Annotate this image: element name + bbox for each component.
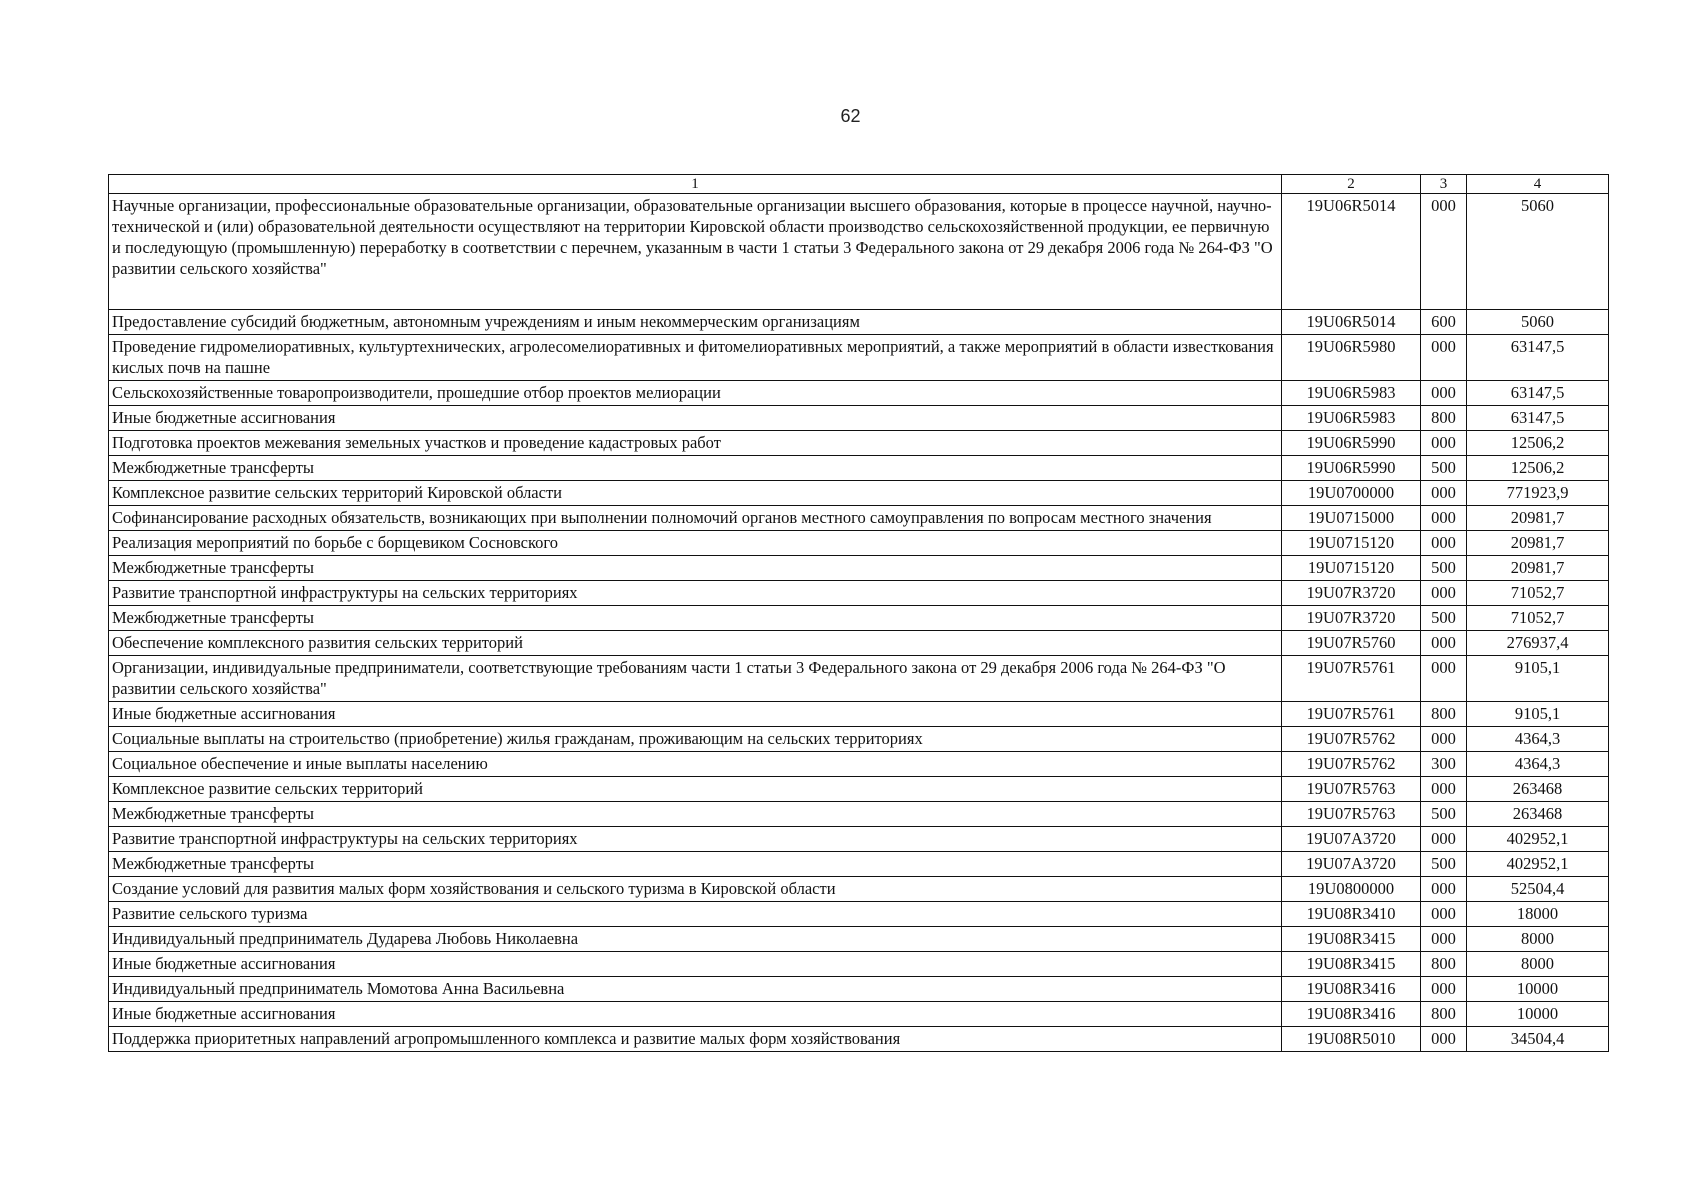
row-amount: 771923,9 — [1467, 481, 1609, 506]
table-row — [109, 977, 1609, 1002]
row-description: Развитие сельского туризма — [109, 902, 1282, 927]
row-amount: 20981,7 — [1467, 556, 1609, 581]
row-expense-type: 800 — [1421, 952, 1467, 977]
table-row — [109, 752, 1609, 777]
row-amount: 20981,7 — [1467, 506, 1609, 531]
row-description: Межбюджетные трансферты — [109, 606, 1282, 631]
row-amount: 10000 — [1467, 977, 1609, 1002]
row-description: Межбюджетные трансферты — [109, 852, 1282, 877]
row-expense-type: 000 — [1421, 381, 1467, 406]
row-target-code: 19U08R3416 — [1282, 1002, 1421, 1027]
row-description: Иные бюджетные ассигнования — [109, 1002, 1282, 1027]
row-amount: 4364,3 — [1467, 752, 1609, 777]
table-row — [109, 952, 1609, 977]
row-amount: 5060 — [1467, 194, 1609, 310]
row-amount: 63147,5 — [1467, 335, 1609, 381]
row-description: Иные бюджетные ассигнования — [109, 952, 1282, 977]
row-amount: 12506,2 — [1467, 456, 1609, 481]
row-expense-type: 000 — [1421, 531, 1467, 556]
row-description: Создание условий для развития малых форм хозяйствования и сельского туризма в Кировской области — [109, 877, 1282, 902]
row-target-code: 19U06R5014 — [1282, 310, 1421, 335]
row-expense-type: 000 — [1421, 506, 1467, 531]
row-target-code: 19U07R5762 — [1282, 727, 1421, 752]
row-amount: 402952,1 — [1467, 827, 1609, 852]
table-row — [109, 506, 1609, 531]
row-expense-type: 000 — [1421, 194, 1467, 310]
row-expense-type: 500 — [1421, 852, 1467, 877]
row-target-code: 19U07R5762 — [1282, 752, 1421, 777]
row-amount: 52504,4 — [1467, 877, 1609, 902]
row-expense-type: 500 — [1421, 606, 1467, 631]
row-description: Реализация мероприятий по борьбе с борщевиком Сосновского — [109, 531, 1282, 556]
row-description: Софинансирование расходных обязательств, возникающих при выполнении полномочий органов местного самоуправления по вопросам местного значения — [109, 506, 1282, 531]
row-description: Научные организации, профессиональные образовательные организации, образовательные организации высшего образования, которые в процессе научной, научно-технической и (или) образовательной деятельности осуществляют на территории Кировской области производство сельскохозяйственной продукции, ее первичную и последующую (промышленную) переработку в соответствии с перечнем, указанным в части 1 статьи 3 Федерального закона от 29 декабря 2006 года № 264-ФЗ "О развитии сельского хозяйства" — [109, 194, 1282, 310]
page-number: 62 — [840, 106, 861, 126]
row-description: Межбюджетные трансферты — [109, 556, 1282, 581]
row-expense-type: 600 — [1421, 310, 1467, 335]
row-description: Предоставление субсидий бюджетным, автономным учреждениям и иным некоммерческим организациям — [109, 310, 1282, 335]
row-description: Сельскохозяйственные товаропроизводители, прошедшие отбор проектов мелиорации — [109, 381, 1282, 406]
row-expense-type: 500 — [1421, 802, 1467, 827]
row-target-code: 19U06R5980 — [1282, 335, 1421, 381]
table-row — [109, 827, 1609, 852]
row-expense-type: 000 — [1421, 656, 1467, 702]
table-row — [109, 556, 1609, 581]
row-expense-type: 000 — [1421, 1027, 1467, 1052]
row-amount: 63147,5 — [1467, 406, 1609, 431]
table-row — [109, 777, 1609, 802]
row-target-code: 19U07R3720 — [1282, 581, 1421, 606]
table-row — [109, 656, 1609, 702]
row-expense-type: 500 — [1421, 556, 1467, 581]
row-expense-type: 300 — [1421, 752, 1467, 777]
row-expense-type: 500 — [1421, 456, 1467, 481]
row-expense-type: 000 — [1421, 481, 1467, 506]
row-target-code: 19U07R5763 — [1282, 777, 1421, 802]
row-target-code: 19U07R5763 — [1282, 802, 1421, 827]
row-expense-type: 000 — [1421, 977, 1467, 1002]
row-description: Социальные выплаты на строительство (приобретение) жилья гражданам, проживающим на сельских территориях — [109, 727, 1282, 752]
row-target-code: 19U0700000 — [1282, 481, 1421, 506]
row-expense-type: 000 — [1421, 727, 1467, 752]
row-description: Межбюджетные трансферты — [109, 456, 1282, 481]
table-row — [109, 406, 1609, 431]
row-description: Комплексное развитие сельских территорий Кировской области — [109, 481, 1282, 506]
row-target-code: 19U07R3720 — [1282, 606, 1421, 631]
row-expense-type: 800 — [1421, 702, 1467, 727]
row-amount: 71052,7 — [1467, 581, 1609, 606]
budget-table — [108, 174, 1609, 1052]
header-col-1: 1 — [109, 175, 1282, 194]
row-target-code: 19U08R5010 — [1282, 1027, 1421, 1052]
row-expense-type: 000 — [1421, 777, 1467, 802]
row-expense-type: 000 — [1421, 877, 1467, 902]
row-expense-type: 800 — [1421, 406, 1467, 431]
table-row — [109, 631, 1609, 656]
row-target-code: 19U0800000 — [1282, 877, 1421, 902]
row-amount: 276937,4 — [1467, 631, 1609, 656]
row-target-code: 19U06R5990 — [1282, 456, 1421, 481]
row-amount: 4364,3 — [1467, 727, 1609, 752]
row-description: Иные бюджетные ассигнования — [109, 702, 1282, 727]
row-description: Развитие транспортной инфраструктуры на сельских территориях — [109, 827, 1282, 852]
row-description: Поддержка приоритетных направлений агропромышленного комплекса и развитие малых форм хозяйствования — [109, 1027, 1282, 1052]
row-amount: 34504,4 — [1467, 1027, 1609, 1052]
row-expense-type: 000 — [1421, 827, 1467, 852]
table-row — [109, 727, 1609, 752]
row-target-code: 19U07R5761 — [1282, 702, 1421, 727]
row-description: Индивидуальный предприниматель Дударева Любовь Николаевна — [109, 927, 1282, 952]
row-expense-type: 000 — [1421, 335, 1467, 381]
row-target-code: 19U07A3720 — [1282, 852, 1421, 877]
row-amount: 20981,7 — [1467, 531, 1609, 556]
table-row — [109, 902, 1609, 927]
row-description: Обеспечение комплексного развития сельских территорий — [109, 631, 1282, 656]
table-row — [109, 927, 1609, 952]
row-target-code: 19U0715120 — [1282, 531, 1421, 556]
row-expense-type: 000 — [1421, 431, 1467, 456]
header-col-3: 3 — [1421, 175, 1467, 194]
row-description: Социальное обеспечение и иные выплаты населению — [109, 752, 1282, 777]
row-amount: 263468 — [1467, 777, 1609, 802]
table-row — [109, 481, 1609, 506]
row-description: Проведение гидромелиоративных, культуртехнических, агролесомелиоративных и фитомелиоративных мероприятий, а также мероприятий в области известкования кислых почв на пашне — [109, 335, 1282, 381]
row-expense-type: 000 — [1421, 581, 1467, 606]
row-target-code: 19U06R5983 — [1282, 381, 1421, 406]
row-amount: 12506,2 — [1467, 431, 1609, 456]
row-target-code: 19U07R5761 — [1282, 656, 1421, 702]
table-row — [109, 581, 1609, 606]
row-target-code: 19U06R5014 — [1282, 194, 1421, 310]
table-row — [109, 606, 1609, 631]
header-col-2: 2 — [1282, 175, 1421, 194]
row-description: Индивидуальный предприниматель Момотова Анна Васильевна — [109, 977, 1282, 1002]
row-expense-type: 000 — [1421, 631, 1467, 656]
row-target-code: 19U08R3416 — [1282, 977, 1421, 1002]
table-row — [109, 1002, 1609, 1027]
row-description: Развитие транспортной инфраструктуры на сельских территориях — [109, 581, 1282, 606]
table-row — [109, 852, 1609, 877]
row-target-code: 19U08R3415 — [1282, 927, 1421, 952]
table-row — [109, 335, 1609, 381]
row-description: Иные бюджетные ассигнования — [109, 406, 1282, 431]
row-amount: 10000 — [1467, 1002, 1609, 1027]
row-amount: 5060 — [1467, 310, 1609, 335]
table-row — [109, 456, 1609, 481]
table-row — [109, 381, 1609, 406]
table-row — [109, 431, 1609, 456]
row-target-code: 19U06R5990 — [1282, 431, 1421, 456]
row-target-code: 19U08R3415 — [1282, 952, 1421, 977]
row-amount: 8000 — [1467, 927, 1609, 952]
table-row — [109, 531, 1609, 556]
row-amount: 71052,7 — [1467, 606, 1609, 631]
row-expense-type: 000 — [1421, 902, 1467, 927]
row-target-code: 19U07A3720 — [1282, 827, 1421, 852]
table-row — [109, 310, 1609, 335]
row-amount: 402952,1 — [1467, 852, 1609, 877]
row-description: Комплексное развитие сельских территорий — [109, 777, 1282, 802]
row-expense-type: 800 — [1421, 1002, 1467, 1027]
row-amount: 8000 — [1467, 952, 1609, 977]
row-target-code: 19U0715120 — [1282, 556, 1421, 581]
table-row — [109, 194, 1609, 310]
table-row — [109, 702, 1609, 727]
row-description: Межбюджетные трансферты — [109, 802, 1282, 827]
row-description: Организации, индивидуальные предприниматели, соответствующие требованиям части 1 статьи 3 Федерального закона от 29 декабря 2006 года № 264-ФЗ "О развитии сельского хозяйства" — [109, 656, 1282, 702]
row-amount: 9105,1 — [1467, 702, 1609, 727]
row-target-code: 19U08R3410 — [1282, 902, 1421, 927]
row-expense-type: 000 — [1421, 927, 1467, 952]
row-target-code: 19U0715000 — [1282, 506, 1421, 531]
table-row — [109, 1027, 1609, 1052]
row-target-code: 19U07R5760 — [1282, 631, 1421, 656]
row-amount: 9105,1 — [1467, 656, 1609, 702]
table-header-row — [109, 175, 1609, 194]
table-row — [109, 877, 1609, 902]
row-amount: 63147,5 — [1467, 381, 1609, 406]
row-description: Подготовка проектов межевания земельных участков и проведение кадастровых работ — [109, 431, 1282, 456]
header-col-4: 4 — [1467, 175, 1609, 194]
row-amount: 263468 — [1467, 802, 1609, 827]
row-target-code: 19U06R5983 — [1282, 406, 1421, 431]
row-amount: 18000 — [1467, 902, 1609, 927]
table-row — [109, 802, 1609, 827]
